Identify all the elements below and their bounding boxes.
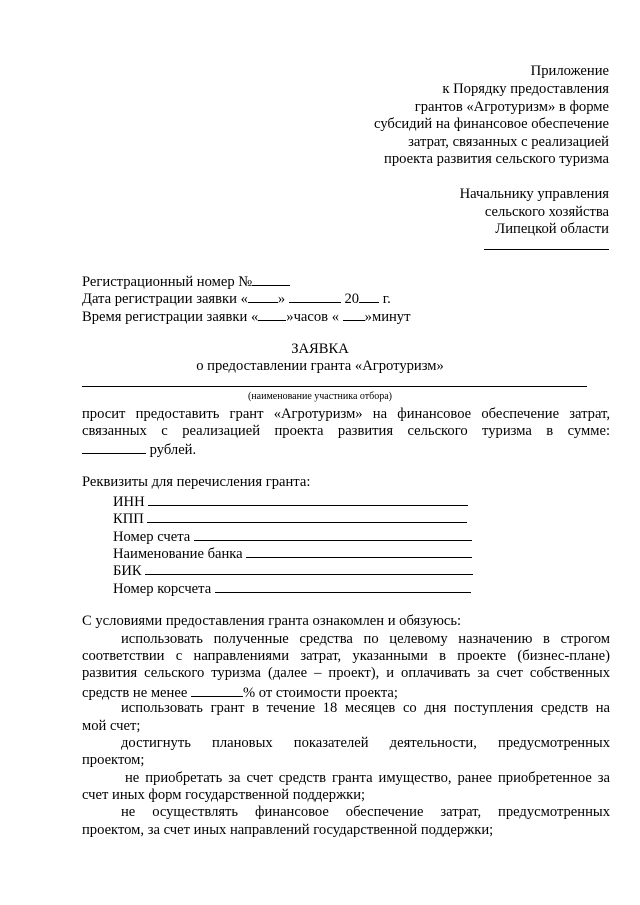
requisite-corr-account: Номер корсчета	[113, 579, 471, 598]
blank	[191, 683, 243, 697]
appendix-line: субсидий на финансовое обеспечение	[374, 116, 609, 132]
appendix-line: затрат, связанных с реализацией	[408, 134, 609, 150]
condition-line: счет иных форм государственной поддержки;	[82, 787, 366, 803]
request-line: связанных с реализацией проекта развития сельского туризма в сумме:	[82, 423, 610, 439]
condition-line: использовать полученные средства по целевому назначению в строгом	[121, 631, 610, 647]
document-title: ЗАЯВКА	[291, 341, 349, 357]
registration-time: Время регистрации заявки « »часов « »минут	[82, 309, 411, 325]
registration-date: Дата регистрации заявки « » 20 г.	[82, 291, 391, 307]
blank	[82, 440, 146, 454]
requisite-account: Номер счета	[113, 527, 472, 546]
conditions-heading: С условиями предоставления гранта ознакомлен и обязуюсь:	[82, 613, 462, 629]
addressee-line: Начальнику управления	[459, 186, 609, 202]
blank	[343, 307, 365, 321]
document-subtitle: о предоставлении гранта «Агротуризм»	[196, 358, 444, 374]
blank	[248, 289, 278, 303]
addressee-line: сельского хозяйства	[484, 204, 609, 220]
condition-line: проектом, за счет иных направлений государственной поддержки;	[82, 822, 494, 838]
condition-line: развития сельского туризма (далее – проект), и оплачивать за счет собственных	[82, 665, 610, 681]
blank	[215, 579, 471, 593]
condition-line: не приобретать за счет средств гранта имущество, ранее приобретенное за	[125, 770, 610, 786]
applicant-caption: (наименование участника отбора)	[248, 391, 392, 402]
addressee-signature-line	[484, 249, 609, 250]
requisite-bik: БИК	[113, 561, 473, 580]
condition-line: средств не менее % от стоимости проекта;	[82, 685, 398, 701]
blank	[246, 544, 472, 558]
condition-line: достигнуть плановых показателей деятельности, предусмотренных	[121, 735, 610, 751]
requisite-inn: ИНН	[113, 492, 468, 511]
blank	[258, 307, 286, 321]
blank	[289, 289, 341, 303]
condition-line: мой счет;	[82, 718, 141, 734]
requisites-heading: Реквизиты для перечисления гранта:	[82, 474, 311, 490]
requisite-bank: Наименование банка	[113, 544, 472, 563]
requisite-kpp: КПП	[113, 509, 467, 528]
registration-number: Регистрационный номер №	[82, 272, 290, 291]
appendix-line: Приложение	[530, 63, 609, 79]
condition-line: проектом;	[82, 752, 145, 768]
applicant-name-line	[82, 386, 587, 387]
blank	[147, 509, 467, 523]
blank	[148, 492, 468, 506]
request-amount: рублей.	[82, 440, 196, 459]
condition-line: соответствии с направлениями затрат, указанными в проекте (бизнес-плане)	[82, 648, 610, 664]
blank	[194, 527, 472, 541]
appendix-line: грантов «Агротуризм» в форме	[414, 99, 609, 115]
addressee-line: Липецкой области	[495, 221, 609, 237]
blank	[359, 289, 379, 303]
blank	[252, 272, 290, 286]
condition-line: не осуществлять финансовое обеспечение затрат, предусмотренных	[121, 804, 610, 820]
appendix-line: проекта развития сельского туризма	[384, 151, 609, 167]
condition-line: использовать грант в течение 18 месяцев со дня поступления средств на	[121, 700, 610, 716]
blank	[145, 561, 473, 575]
request-line: просит предоставить грант «Агротуризм» на финансовое обеспечение затрат,	[82, 406, 610, 422]
appendix-line: к Порядку предоставления	[442, 81, 609, 97]
